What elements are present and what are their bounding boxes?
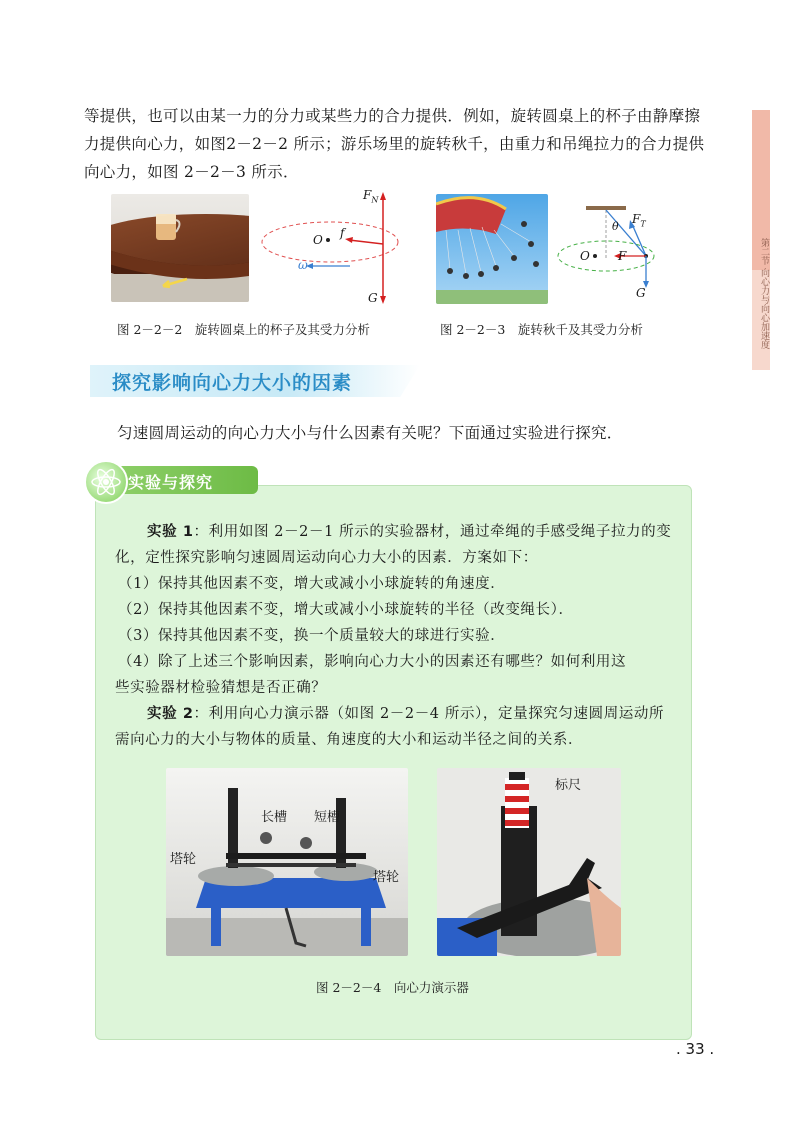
label-tower-wheel-right: 塔轮 — [373, 870, 400, 885]
question-text: 匀速圆周运动的向心力大小与什么因素有关呢？下面通过实验进行探究． — [117, 424, 623, 442]
label-o: O — [313, 233, 323, 247]
exp1-item-4-line-2: 些实验器材检验猜想是否正确？ — [115, 680, 327, 696]
experiment-tag-label: 实验与探究 — [128, 473, 214, 492]
intro-line-1: 等提供，也可以由某一力的分力或某些力的合力提供．例如，旋转圆桌上的杯子由静摩擦 — [84, 107, 701, 125]
exp1-line-1: 实验 1：利用如图 2－2－1 所示的实验器材，通过牵绳的手感受绳子拉力的变 — [147, 524, 672, 540]
exp1-item-4-line-1: （4）除了上述三个影响因素，影响向心力大小的因素还有哪些？如何利用这 — [118, 654, 627, 670]
label-theta: θ — [612, 220, 619, 233]
cup-force-diagram — [255, 188, 415, 308]
swing-force-diagram — [550, 190, 710, 308]
label-g-swing: G — [636, 286, 646, 300]
exp1-label: 实验 1 — [147, 524, 194, 540]
side-tab-text: 第二节 向心力与向心加速度 — [759, 238, 769, 349]
label-f-swing: F — [618, 249, 627, 263]
label-g: G — [368, 291, 378, 305]
apparatus-photo-left — [166, 768, 408, 956]
label-ft: $F_T$ — [632, 212, 646, 229]
intro-line-2: 力提供向心力，如图2－2－2 所示；游乐场里的旋转秋千，由重力和吊绳拉力的合力提供 — [84, 135, 705, 153]
exp1-item-3: （3）保持其他因素不变，换一个质量较大的球进行实验． — [118, 628, 506, 644]
section-title: 探究影响向心力大小的因素 — [112, 372, 353, 394]
label-ruler: 标尺 — [555, 778, 582, 793]
label-o-swing: O — [580, 249, 590, 263]
caption-fig-222: 图 2－2－2 旋转圆桌上的杯子及其受力分析 — [117, 322, 370, 337]
exp1-item-1: （1）保持其他因素不变，增大或减小小球旋转的角速度． — [118, 576, 506, 592]
exp2-label: 实验 2 — [147, 706, 194, 722]
intro-line-3: 向心力，如图 2－2－3 所示． — [84, 163, 299, 181]
exp1-item-2: （2）保持其他因素不变，增大或减小小球旋转的半径（改变绳长）． — [118, 602, 574, 618]
label-omega: ω — [298, 258, 308, 272]
apparatus-photo-right — [437, 768, 621, 956]
label-fn: $F_N$ — [363, 188, 379, 205]
label-long-slot: 长槽 — [261, 810, 288, 825]
exp2-line-2: 需向心力的大小与物体的质量、角速度的大小和运动半径之间的关系． — [115, 732, 584, 748]
rotating-table-photo — [111, 194, 249, 302]
exp1-line-2: 化，定性探究影响匀速圆周运动向心力大小的因素．方案如下： — [115, 550, 538, 566]
label-tower-wheel-left: 塔轮 — [170, 852, 197, 867]
caption-fig-224: 图 2－2－4 向心力演示器 — [316, 980, 469, 995]
label-f: f — [340, 226, 345, 240]
exp2-line-1: 实验 2：利用向心力演示器（如图 2－2－4 所示），定量探究匀速圆周运动所 — [147, 706, 665, 722]
page-number: . 33 . — [676, 1040, 715, 1058]
label-short-slot: 短槽 — [314, 810, 341, 825]
atom-icon — [84, 460, 128, 504]
caption-fig-223: 图 2－2－3 旋转秋千及其受力分析 — [440, 322, 643, 337]
swing-ride-photo — [436, 194, 548, 304]
experiment-tag — [78, 458, 268, 500]
section-heading — [90, 365, 410, 397]
